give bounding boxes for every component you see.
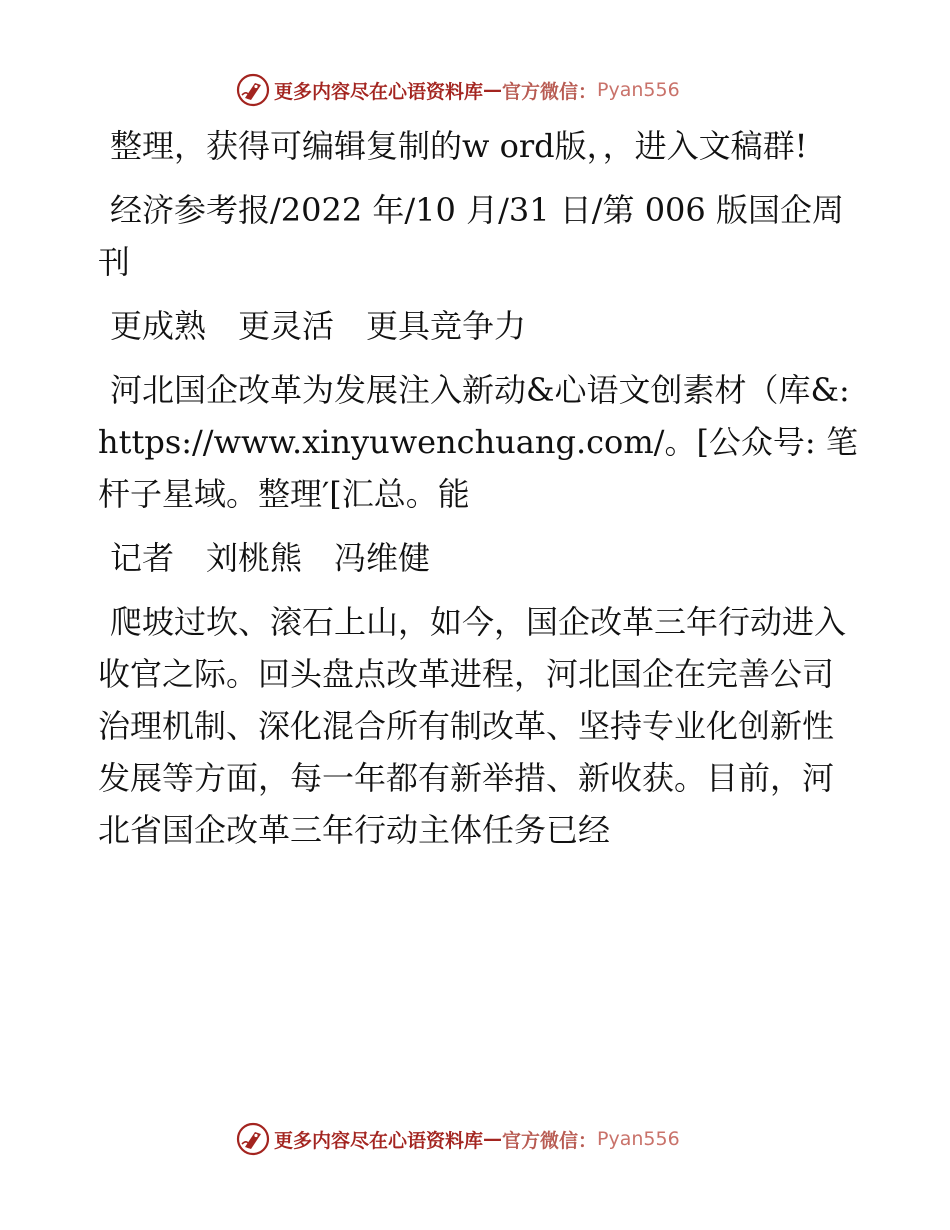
paragraph-body: 爬坡过坎、滚石上山，如今，国企改革三年行动进入收官之际。回头盘点改革进程，河北国企在完善公司治理机制、深化混合所有制改革、坚持专业化创新性发展等方面，每一年都有新举措、新收获。目前，河北省国企改革三年行动主体任务已经 xyxy=(98,603,847,849)
watermark-dash: — xyxy=(483,79,503,101)
paragraph-intro: 整理，获得可编辑复制的w ord版，，进入文稿群! xyxy=(110,127,808,165)
watermark-main-text: 更多内容尽在心语资料库 xyxy=(274,1129,484,1152)
watermark-wechat-id: Pyan556 xyxy=(597,79,680,101)
pen-nib-logo-icon xyxy=(236,1122,270,1156)
watermark-footer xyxy=(236,1122,680,1156)
paragraph-byline: 记者 刘桃熊 冯维健 xyxy=(110,539,431,577)
paragraph-subheadline: 河北国企改革为发展注入新动&心语文创素材（库&: https://www.xinyuwenchuang.com/。[公众号: 笔杆子星域。整理′[汇总。能 xyxy=(98,371,858,513)
watermark-dash: — xyxy=(483,1128,503,1150)
watermark-sub-text: 官方微信： xyxy=(502,80,598,103)
watermark-wechat-id: Pyan556 xyxy=(597,1128,680,1150)
watermark-sub-text: 官方微信： xyxy=(502,1129,598,1152)
watermark-main-text: 更多内容尽在心语资料库 xyxy=(274,80,484,103)
document-body xyxy=(98,120,858,868)
pen-nib-logo-icon xyxy=(236,73,270,107)
watermark-header xyxy=(236,73,680,107)
paragraph-source: 经济参考报/2022 年/10 月/31 日/第 006 版国企周刊 xyxy=(98,191,844,281)
paragraph-headline: 更成熟 更灵活 更具竞争力 xyxy=(110,307,527,345)
